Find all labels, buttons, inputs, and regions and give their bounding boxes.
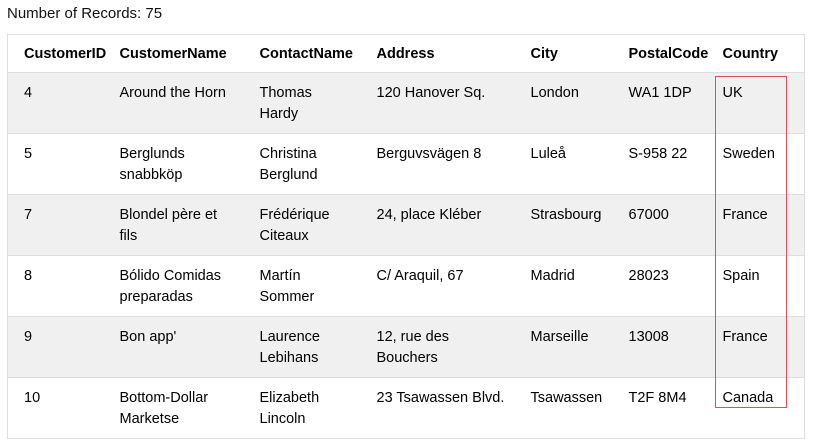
cell-contactname: Laurence Lebihans	[244, 317, 361, 378]
header-customername: CustomerName	[104, 35, 244, 73]
table-row	[8, 317, 805, 378]
cell-address: Berguvsvägen 8	[361, 134, 515, 195]
cell-city: Madrid	[515, 256, 613, 317]
cell-customerid: 5	[8, 134, 104, 195]
table-row	[8, 73, 805, 134]
cell-address: 23 Tsawassen Blvd.	[361, 378, 515, 439]
cell-customername: Berglunds snabbköp	[104, 134, 244, 195]
cell-city: Tsawassen	[515, 378, 613, 439]
cell-address: 24, place Kléber	[361, 195, 515, 256]
header-postalcode: PostalCode	[613, 35, 707, 73]
cell-city: Luleå	[515, 134, 613, 195]
cell-postalcode: 67000	[613, 195, 707, 256]
cell-city: Strasbourg	[515, 195, 613, 256]
cell-country: France	[707, 195, 805, 256]
header-city: City	[515, 35, 613, 73]
cell-contactname: Elizabeth Lincoln	[244, 378, 361, 439]
cell-customerid: 8	[8, 256, 104, 317]
cell-contactname: Christina Berglund	[244, 134, 361, 195]
cell-contactname: Thomas Hardy	[244, 73, 361, 134]
cell-address: 120 Hanover Sq.	[361, 73, 515, 134]
cell-customerid: 7	[8, 195, 104, 256]
table-body	[8, 73, 805, 439]
cell-city: London	[515, 73, 613, 134]
cell-address: C/ Araquil, 67	[361, 256, 515, 317]
cell-contactname: Frédérique Citeaux	[244, 195, 361, 256]
cell-customername: Blondel père et fils	[104, 195, 244, 256]
cell-country: France	[707, 317, 805, 378]
cell-country: Spain	[707, 256, 805, 317]
cell-customername: Bon app'	[104, 317, 244, 378]
cell-customerid: 4	[8, 73, 104, 134]
cell-city: Marseille	[515, 317, 613, 378]
cell-country: Sweden	[707, 134, 805, 195]
customers-table	[7, 34, 805, 439]
cell-country: UK	[707, 73, 805, 134]
cell-postalcode: T2F 8M4	[613, 378, 707, 439]
header-address: Address	[361, 35, 515, 73]
header-customerid: CustomerID	[8, 35, 104, 73]
cell-postalcode: 13008	[613, 317, 707, 378]
header-contactname: ContactName	[244, 35, 361, 73]
cell-postalcode: 28023	[613, 256, 707, 317]
table-row	[8, 256, 805, 317]
cell-postalcode: S-958 22	[613, 134, 707, 195]
table-row	[8, 134, 805, 195]
header-country: Country	[707, 35, 805, 73]
cell-customerid: 10	[8, 378, 104, 439]
cell-customername: Bottom-Dollar Marketse	[104, 378, 244, 439]
cell-address: 12, rue des Bouchers	[361, 317, 515, 378]
table-header	[8, 35, 805, 73]
table-row	[8, 378, 805, 439]
cell-contactname: Martín Sommer	[244, 256, 361, 317]
header-row	[8, 35, 805, 73]
cell-postalcode: WA1 1DP	[613, 73, 707, 134]
record-count: Number of Records: 75	[7, 5, 163, 22]
table-row	[8, 195, 805, 256]
cell-country: Canada	[707, 378, 805, 439]
cell-customerid: 9	[8, 317, 104, 378]
cell-customername: Bólido Comidas preparadas	[104, 256, 244, 317]
cell-customername: Around the Horn	[104, 73, 244, 134]
customers-table-container	[7, 34, 804, 427]
